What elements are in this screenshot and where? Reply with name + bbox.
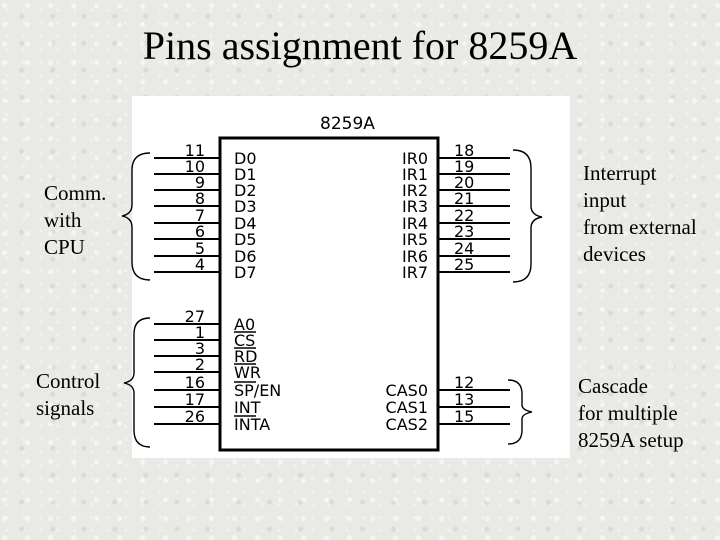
pin-number: 11 (184, 141, 205, 160)
pinout-svg (132, 96, 570, 458)
pin-number: 18 (454, 141, 475, 160)
pin-name: IR2 (401, 181, 428, 200)
pin-name: IR5 (401, 230, 428, 249)
pin-number: 27 (184, 307, 205, 326)
pin-name: WR (234, 363, 261, 382)
pin-name: RD (234, 347, 258, 366)
label-line: Control (36, 369, 101, 393)
pin-number: 16 (184, 373, 205, 392)
pin-name: INT (234, 398, 261, 417)
pin-name: CAS1 (385, 398, 428, 417)
pin-number: 15 (454, 407, 475, 426)
label-line: Comm. (44, 181, 107, 205)
pin-number: 7 (194, 206, 205, 225)
pin-number: 22 (454, 206, 475, 225)
pin-number: 19 (454, 157, 475, 176)
pin-name: SP/EN (234, 381, 282, 400)
pin-name: IR0 (401, 149, 428, 168)
pin-name: D1 (234, 165, 257, 184)
pin-number: 5 (194, 239, 205, 258)
pin-name: A0 (234, 315, 256, 334)
pin-number: 20 (454, 173, 475, 192)
pin-name: D2 (234, 181, 257, 200)
pin-name: IR7 (401, 263, 428, 282)
pin-number: 25 (454, 255, 475, 274)
pin-name: D6 (234, 247, 257, 266)
pin-name: D0 (234, 149, 257, 168)
comm-with-cpu-label (44, 180, 106, 261)
pinout-diagram (132, 96, 570, 458)
pin-number: 23 (454, 222, 475, 241)
pin-number: 1 (194, 323, 205, 342)
pin-name: D4 (234, 214, 257, 233)
pin-name: CS (234, 331, 256, 350)
pin-number: 24 (454, 239, 475, 258)
label-line: Cascade (578, 374, 648, 398)
pin-name: CAS2 (385, 415, 428, 434)
left-pin-group (154, 141, 281, 434)
label-line: Interrupt (583, 161, 657, 185)
pin-name: IR3 (401, 197, 428, 216)
pin-number: 10 (184, 157, 205, 176)
pin-name: D3 (234, 197, 257, 216)
pin-name: CAS0 (385, 381, 428, 400)
pin-number: 13 (454, 390, 475, 409)
pin-number: 3 (194, 339, 205, 358)
pin-number: 6 (194, 222, 205, 241)
pin-name: IR6 (401, 247, 428, 266)
pin-name: INTA (234, 415, 271, 434)
pin-name: IR4 (401, 214, 428, 233)
label-line: from external (583, 215, 697, 239)
interrupt-input-label (583, 160, 697, 268)
label-line: 8259A setup (578, 428, 684, 452)
label-line: with (44, 208, 82, 232)
label-line: for multiple (578, 401, 678, 425)
label-line: CPU (44, 235, 85, 259)
pin-number: 9 (194, 173, 205, 192)
cascade-label (578, 373, 684, 454)
pin-name: D7 (234, 263, 257, 282)
slide-title: Pins assignment for 8259A (142, 23, 578, 68)
pin-number: 2 (194, 355, 205, 374)
pin-number: 4 (194, 255, 205, 274)
pin-name: D5 (234, 230, 257, 249)
label-line: signals (36, 396, 95, 420)
pin-number: 17 (184, 390, 205, 409)
pin-number: 21 (454, 189, 475, 208)
pin-number: 12 (454, 373, 475, 392)
control-signals-label (36, 368, 100, 422)
pin-number: 8 (194, 189, 205, 208)
label-line: input (583, 188, 627, 212)
pin-name: IR1 (401, 165, 428, 184)
right-pin-group (386, 141, 510, 434)
pin-number: 26 (184, 407, 205, 426)
chip-name: 8259A (320, 114, 375, 134)
label-line: devices (583, 242, 646, 266)
